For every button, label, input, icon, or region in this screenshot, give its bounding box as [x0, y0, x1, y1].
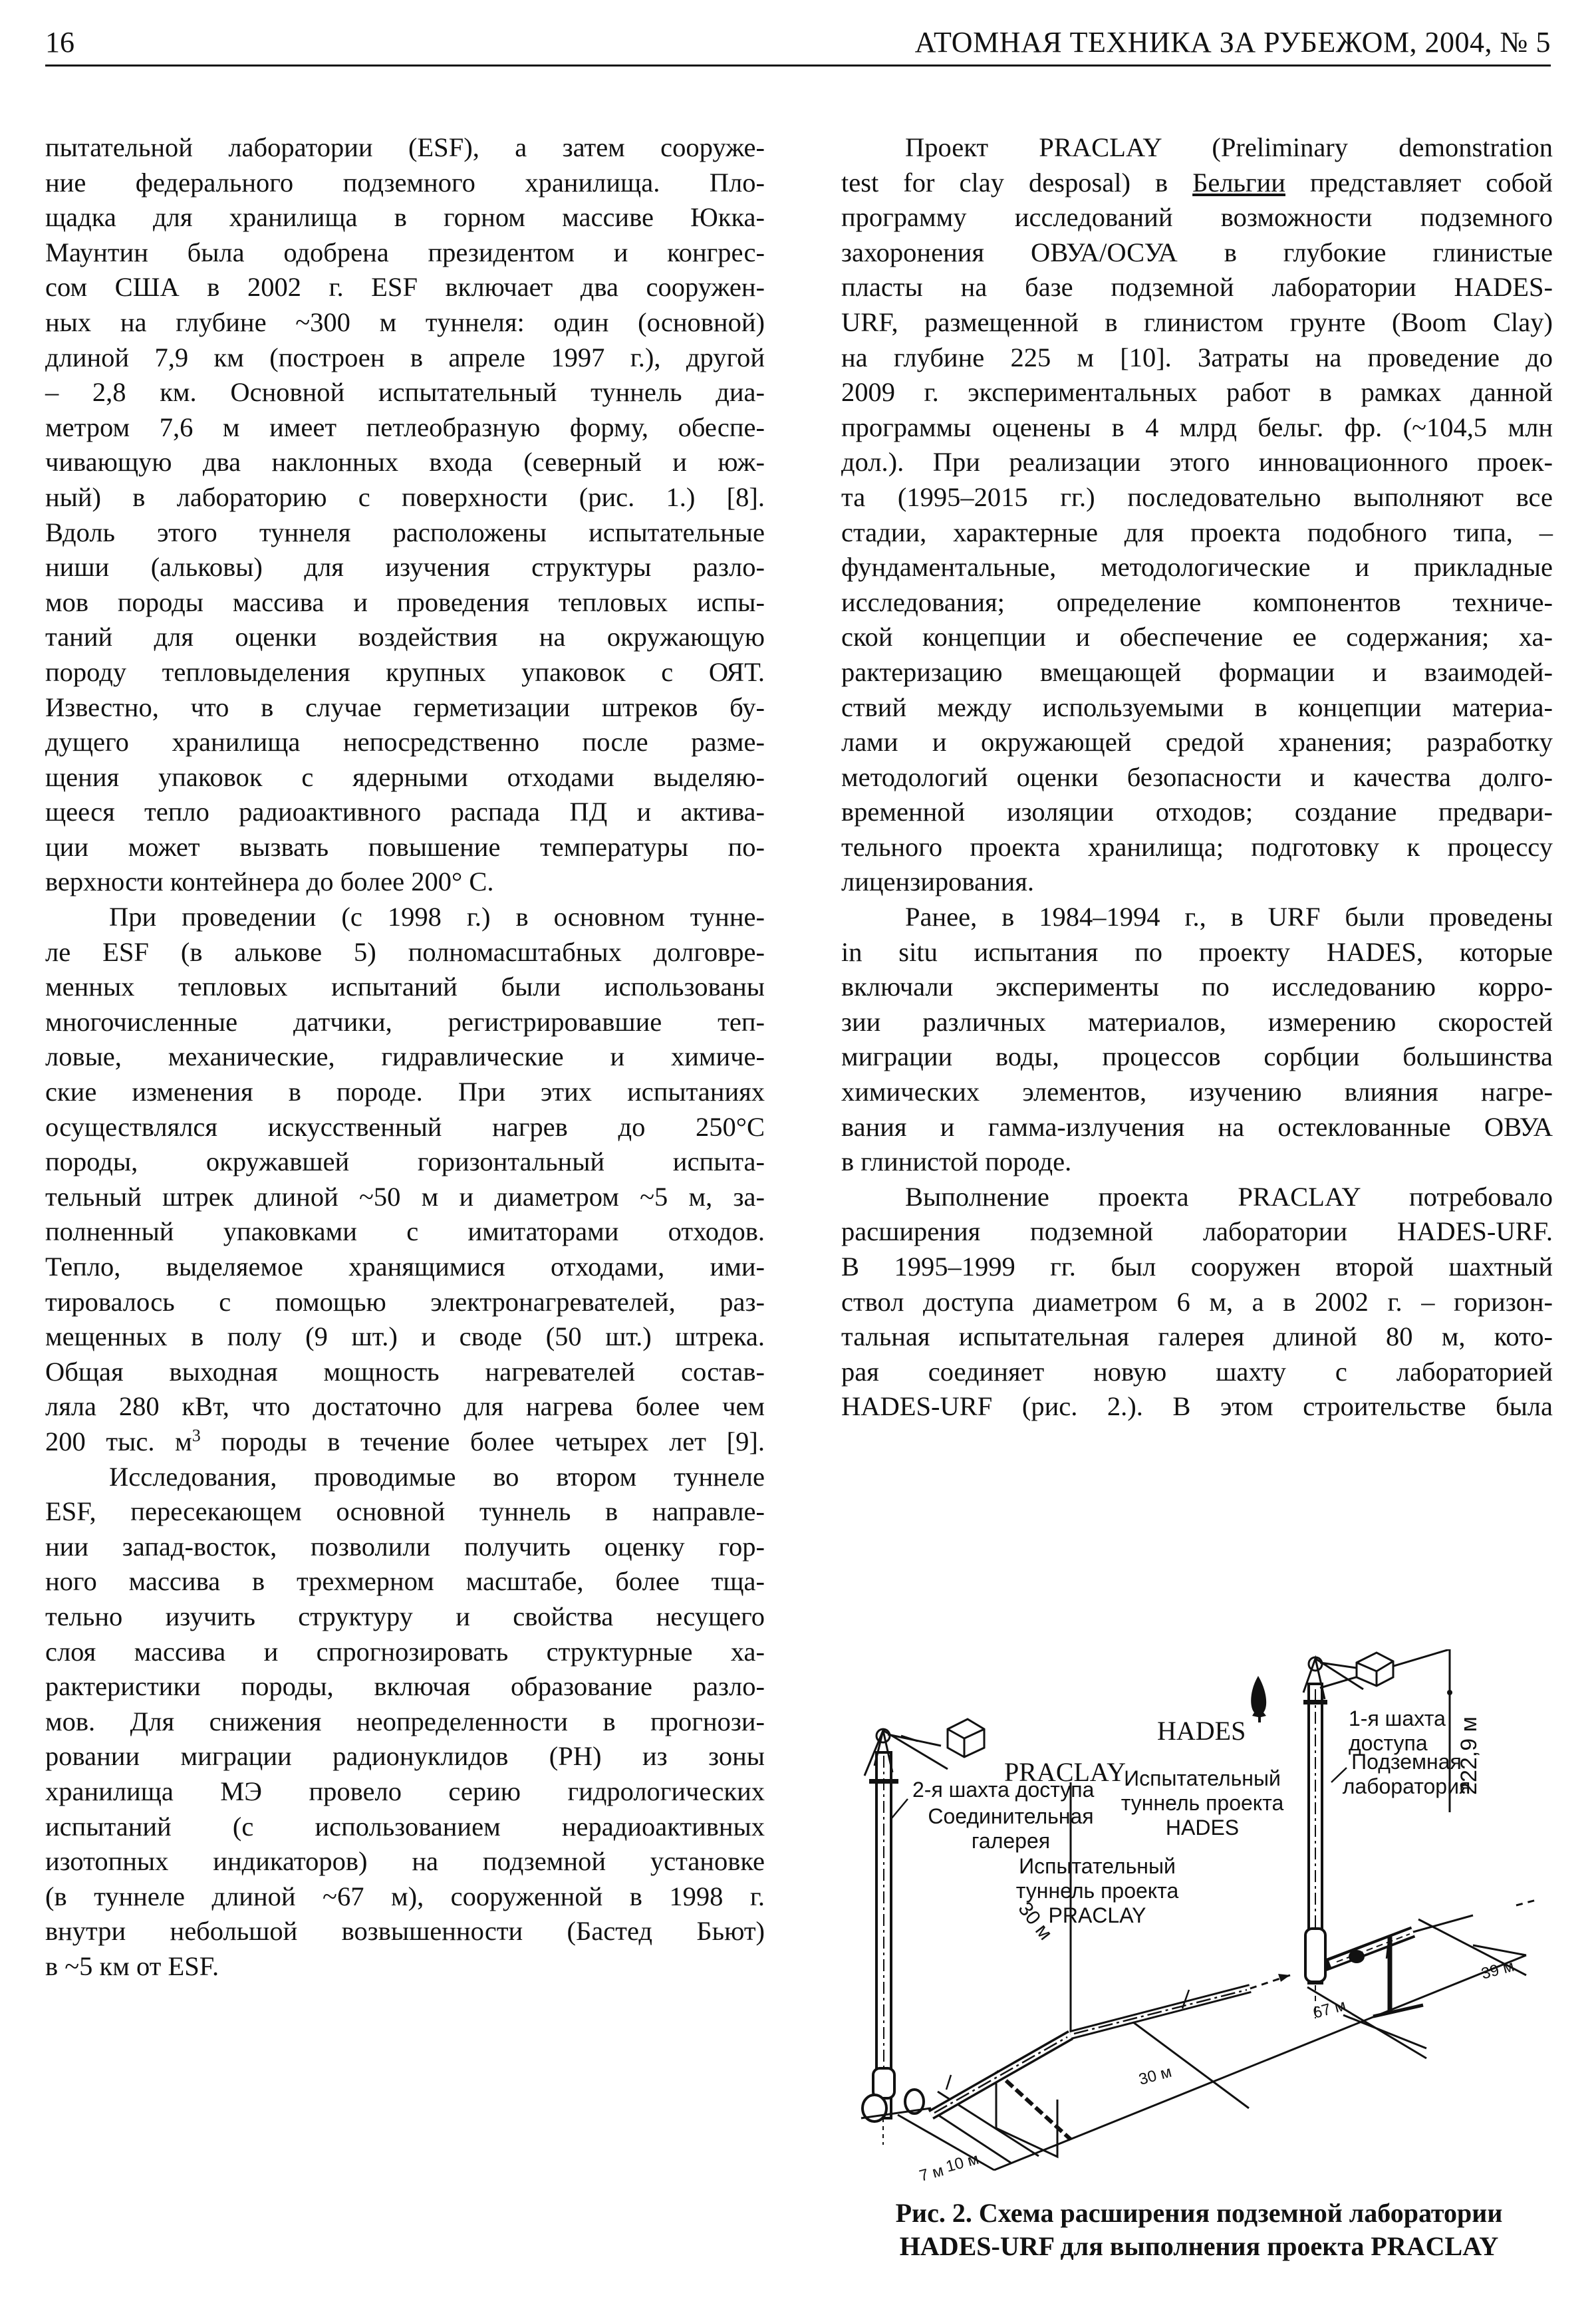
- underground-lab-label: Подземная: [1351, 1750, 1462, 1774]
- text-line: на глубине 225 м [10]. Затраты на проведение до: [841, 342, 1553, 372]
- text-line: В 1995–1999 гг. был сооружен второй шахтный: [841, 1252, 1553, 1282]
- text-line: сом США в 2002 г. ESF включает два сооружен-: [45, 272, 765, 303]
- text-fragment: 200 тыс. м: [45, 1426, 192, 1456]
- text-line: временной изоляции отходов; создание предвари-: [841, 797, 1553, 827]
- depth-label: 222,9 м: [1456, 1716, 1482, 1795]
- text-line: ствол доступа диаметром 6 м, а в 2002 г. – горизон-: [841, 1286, 1553, 1317]
- dimension-67m: 67 м: [1311, 1996, 1348, 2022]
- text-line: изотопных индикаторов) на подземной установке: [45, 1846, 765, 1877]
- text-line: лицензирования.: [841, 867, 1035, 897]
- text-line: нии запад-восток, позволили получить оценку гор-: [45, 1531, 765, 1562]
- text-line: ный) в лабораторию с поверхности (рис. 1.) [8].: [45, 481, 765, 512]
- text-line: тельный штрек длиной ~50 м и диаметром ~5 м, за-: [45, 1181, 765, 1212]
- text-line: фундаментальные, методологические и прикладные: [841, 552, 1553, 583]
- text-line: ных на глубине ~300 м туннеля: один (основной): [45, 307, 765, 337]
- text-line: ниши (альковы) для изучения структуры разло-: [45, 552, 765, 583]
- text-line: ле ESF (в алькове 5) полномасштабных долговре-: [45, 936, 765, 967]
- arrow-head: [1278, 1974, 1290, 1982]
- text-line: Проект PRACLAY (Preliminary demonstration: [905, 132, 1553, 162]
- text-line: полненный упаковками с имитаторами отходов.: [45, 1216, 765, 1247]
- text-line: тельного проекта хранилища; подготовку к процессу: [841, 831, 1553, 862]
- text-line: многочисленные датчики, регистрировавшие теп-: [45, 1006, 765, 1037]
- praclay-zone-label: PRACLAY: [1004, 1757, 1127, 1787]
- text-line: породу тепловыделения крупных упаковок с ОЯТ.: [45, 656, 765, 687]
- hades-tunnel-label: Испытательный: [1124, 1766, 1281, 1790]
- text-line: рактеристики породы, включая образование разло-: [45, 1671, 765, 1702]
- text-line: породы, окружавшей горизонтальный испыта-: [45, 1147, 765, 1177]
- text-line: Вдоль этого туннеля расположены испытательные: [45, 517, 765, 547]
- connecting-gallery: [931, 2035, 1071, 2115]
- text-line: мещенных в полу (9 шт.) и своде (50 шт.) штрека.: [45, 1321, 765, 1352]
- text-line: тировалось с помощью электронагревателей, раз-: [45, 1286, 765, 1317]
- building-1-icon: [1357, 1653, 1393, 1686]
- text-line: лами и окружающей средой хранения; разработку: [841, 727, 1553, 757]
- shaft-1-label: 1-я шахта: [1349, 1707, 1446, 1730]
- text-line: вания и гамма-излучения на остеклованные ОВУА: [841, 1111, 1553, 1142]
- text-fragment: представляет собой: [1285, 167, 1553, 198]
- text-line: испытаний (с использованием нерадиоактивных: [45, 1811, 765, 1842]
- text-line: ловые, механические, гидравлические и химиче-: [45, 1041, 765, 1072]
- text-line: [45, 1425, 765, 1460]
- text-line: хранилища МЭ провело серию гидрологических: [45, 1776, 765, 1806]
- running-title: АТОМНАЯ ТЕХНИКА ЗА РУБЕЖОМ, 2004, № 5: [914, 26, 1551, 59]
- tree-icon: [1251, 1676, 1266, 1722]
- paragraph-hades-tests: [841, 900, 1553, 1180]
- text-line: слоя массива и спрогнозировать структурные ха-: [45, 1636, 765, 1667]
- text-line: дол.). При реализации этого инновационного проек-: [841, 447, 1553, 478]
- text-line: – 2,8 км. Основной испытательный туннель диа-: [45, 377, 765, 408]
- text-line: ляла 280 кВт, что достаточно для нагрева более чем: [45, 1391, 765, 1422]
- left-column: [45, 130, 765, 1984]
- text-line: При проведении (с 1998 г.) в основном тунне-: [109, 902, 765, 932]
- text-line: Известно, что в случае герметизации штреков бу-: [45, 692, 765, 722]
- page-number: 16: [45, 26, 74, 59]
- text-line: ские изменения в породе. При этих испытаниях: [45, 1077, 765, 1107]
- shaft-1: [1303, 1684, 1327, 2018]
- text-line: тальная испытательная галерея длиной 80 м, кото-: [841, 1321, 1553, 1352]
- text-fragment: test for clay desposal) в: [841, 167, 1193, 198]
- paragraph-expansion: [841, 1180, 1553, 1425]
- paragraph-second-tunnel: [45, 1460, 765, 1984]
- praclay-tunnel-label: Испытательный: [1019, 1854, 1176, 1878]
- text-line: исследования; определение компонентов техниче-: [841, 587, 1553, 617]
- praclay-tunnel-label: PRACLAY: [1048, 1903, 1146, 1927]
- paragraph-thermal-tests: [45, 900, 765, 1460]
- underground-lab-tunnel: [1317, 1900, 1536, 2016]
- text-line: стадии, характерные для проекта подобного типа, –: [841, 517, 1553, 547]
- text-line: (в туннеле длиной ~67 м), сооруженной в 1998 г.: [45, 1881, 765, 1911]
- building-2-icon: [948, 1719, 984, 1757]
- text-line: Маунтин была одобрена президентом и конгрес-: [45, 237, 765, 267]
- dimension-39m: 39 м: [1479, 1957, 1516, 1983]
- text-line: пласты на базе подземной лаборатории HADES-: [841, 272, 1553, 303]
- text-line: программы оценены в 4 млрд бельг. фр. (~104,5 млн: [841, 412, 1553, 442]
- text-line: ствий между используемыми в концепции материа-: [841, 692, 1553, 722]
- connecting-gallery-label: Соединительная: [928, 1804, 1094, 1828]
- right-column: [841, 130, 1553, 1425]
- text-line: щееся тепло радиоактивного распада ПД и актива-: [45, 797, 765, 827]
- shaft-2-label: 2-я шахта доступа: [912, 1778, 1095, 1802]
- dimension-10m: 10 м: [944, 2149, 981, 2176]
- text-line: та (1995–2015 гг.) последовательно выполняют все: [841, 481, 1553, 512]
- text-line: щадка для хранилища в горном массиве Юкка-: [45, 202, 765, 233]
- text-line: щения упаковок с ядерными отходами выделяю-: [45, 761, 765, 792]
- text-line: в глинистой породе.: [841, 1147, 1072, 1177]
- text-line: захоронения ОВУА/ОСУА в глубокие глинистые: [841, 237, 1553, 267]
- text-line: [841, 166, 1553, 201]
- text-line: метром 7,6 м имеет петлеобразную форму, обеспе-: [45, 412, 765, 442]
- text-line: верхности контейнера до более 200° С.: [45, 867, 494, 897]
- text-line: мов. Для снижения неопределенности в прогнози-: [45, 1706, 765, 1736]
- text-line: осуществлялся искусственный нагрев до 250°С: [45, 1111, 765, 1142]
- caption-line: HADES-URF для выполнения проекта PRACLAY: [899, 2231, 1499, 2261]
- text-line: мов породы массива и проведения тепловых испы-: [45, 587, 765, 617]
- text-line: ного массива в трехмерном масштабе, более тща-: [45, 1566, 765, 1597]
- hades-zone-label: HADES: [1157, 1716, 1246, 1746]
- text-line: Общая выходная мощность нагревателей состав-: [45, 1356, 765, 1387]
- text-line: пытательной лаборатории (ESF), а затем сооруже-: [45, 132, 765, 162]
- dimension-30m-base: 30 м: [1136, 2062, 1174, 2089]
- text-line: рактеризацию вмещающей формации и взаимодей-: [841, 656, 1553, 687]
- text-line: 2009 г. экспериментальных работ в рамках данной: [841, 377, 1553, 408]
- paragraph-praclay-project: [841, 130, 1553, 900]
- text-line: рая соединяет новую шахту с лабораторией: [841, 1356, 1553, 1387]
- text-line: длиной 7,9 км (построен в апреле 1997 г.), другой: [45, 342, 765, 372]
- text-line: менных тепловых испытаний были использованы: [45, 972, 765, 1002]
- praclay-tunnel-label: туннель проекта: [1015, 1879, 1179, 1903]
- caption-line: Рис. 2. Схема расширения подземной лаборатории: [895, 2198, 1503, 2228]
- text-line: включали эксперименты по исследованию корро-: [841, 972, 1553, 1002]
- text-line: химических элементов, изучению влияния нагре-: [841, 1077, 1553, 1107]
- header-rule: [45, 65, 1551, 67]
- text-line: тельно изучить структуру и свойства несущего: [45, 1601, 765, 1631]
- schematic-diagram: [851, 1649, 1583, 2195]
- text-line: URF, размещенной в глинистом грунте (Boom Clay): [841, 307, 1553, 337]
- paragraph-esf-intro: [45, 130, 765, 900]
- text-line: ESF, пересекающем основной туннель в направле-: [45, 1496, 765, 1527]
- text-line: зии различных материалов, измерению скоростей: [841, 1006, 1553, 1037]
- figure-hades-urf-schematic: [851, 1649, 1583, 2195]
- hades-tunnel-label: туннель проекта: [1121, 1791, 1284, 1815]
- hades-test-tunnel: [1071, 1974, 1290, 2035]
- text-line: таний для оценки воздействия на окружающую: [45, 622, 765, 652]
- text-line: внутри небольшой возвышенности (Бастед Бьют): [45, 1916, 765, 1947]
- underground-lab-label: лаборатория: [1342, 1774, 1471, 1798]
- ground-plane-lines: [898, 1919, 1526, 2170]
- text-line: дущего хранилища непосредственно после разме-: [45, 727, 765, 757]
- text-line: Выполнение проекта PRACLAY потребовало: [905, 1181, 1553, 1212]
- dimension-7m: 7 м: [917, 2161, 946, 2185]
- text-line: HADES-URF (рис. 2.). В этом строительстве была: [841, 1391, 1553, 1422]
- text-line: Ранее, в 1984–1994 г., в URF были проведены: [905, 902, 1553, 932]
- text-line: ской концепции и обеспечение ее содержания; ха-: [841, 622, 1553, 652]
- superscript: 3: [192, 1425, 201, 1445]
- dimension-30m-side: 30 м: [1013, 1897, 1057, 1945]
- text-line: ние федерального подземного хранилища. Пло-: [45, 167, 765, 198]
- text-fragment: породы в течение более четырех лет [9].: [200, 1426, 765, 1456]
- hades-tunnel-label: HADES: [1165, 1816, 1240, 1840]
- text-line: Исследования, проводимые во втором туннеле: [109, 1461, 765, 1492]
- shaft-1-label: доступа: [1349, 1731, 1428, 1755]
- text-line: в ~5 км от ESF.: [45, 1951, 219, 1981]
- text-line: методологий оценки безопасности и качества долго-: [841, 761, 1553, 792]
- text-line: ровании миграции радионуклидов (РН) из зоны: [45, 1741, 765, 1772]
- underlined-word: Бельгии: [1192, 167, 1285, 198]
- text-line: in situ испытания по проекту HADES, которые: [841, 936, 1553, 967]
- figure-caption: [837, 2197, 1561, 2263]
- shaft-2: [861, 1752, 931, 2145]
- text-line: Тепло, выделяемое хранящимися отходами, ими-: [45, 1252, 765, 1282]
- page-header: [45, 24, 1551, 65]
- text-line: расширения подземной лаборатории HADES-URF.: [841, 1216, 1553, 1247]
- text-line: миграции воды, процессов сорбции большинства: [841, 1041, 1553, 1072]
- text-line: чивающую два наклонных входа (северный и юж-: [45, 447, 765, 478]
- text-line: ции может вызвать повышение температуры по-: [45, 831, 765, 862]
- text-line: программу исследований возможности подземного: [841, 202, 1553, 233]
- connecting-gallery-label: галерея: [971, 1829, 1051, 1853]
